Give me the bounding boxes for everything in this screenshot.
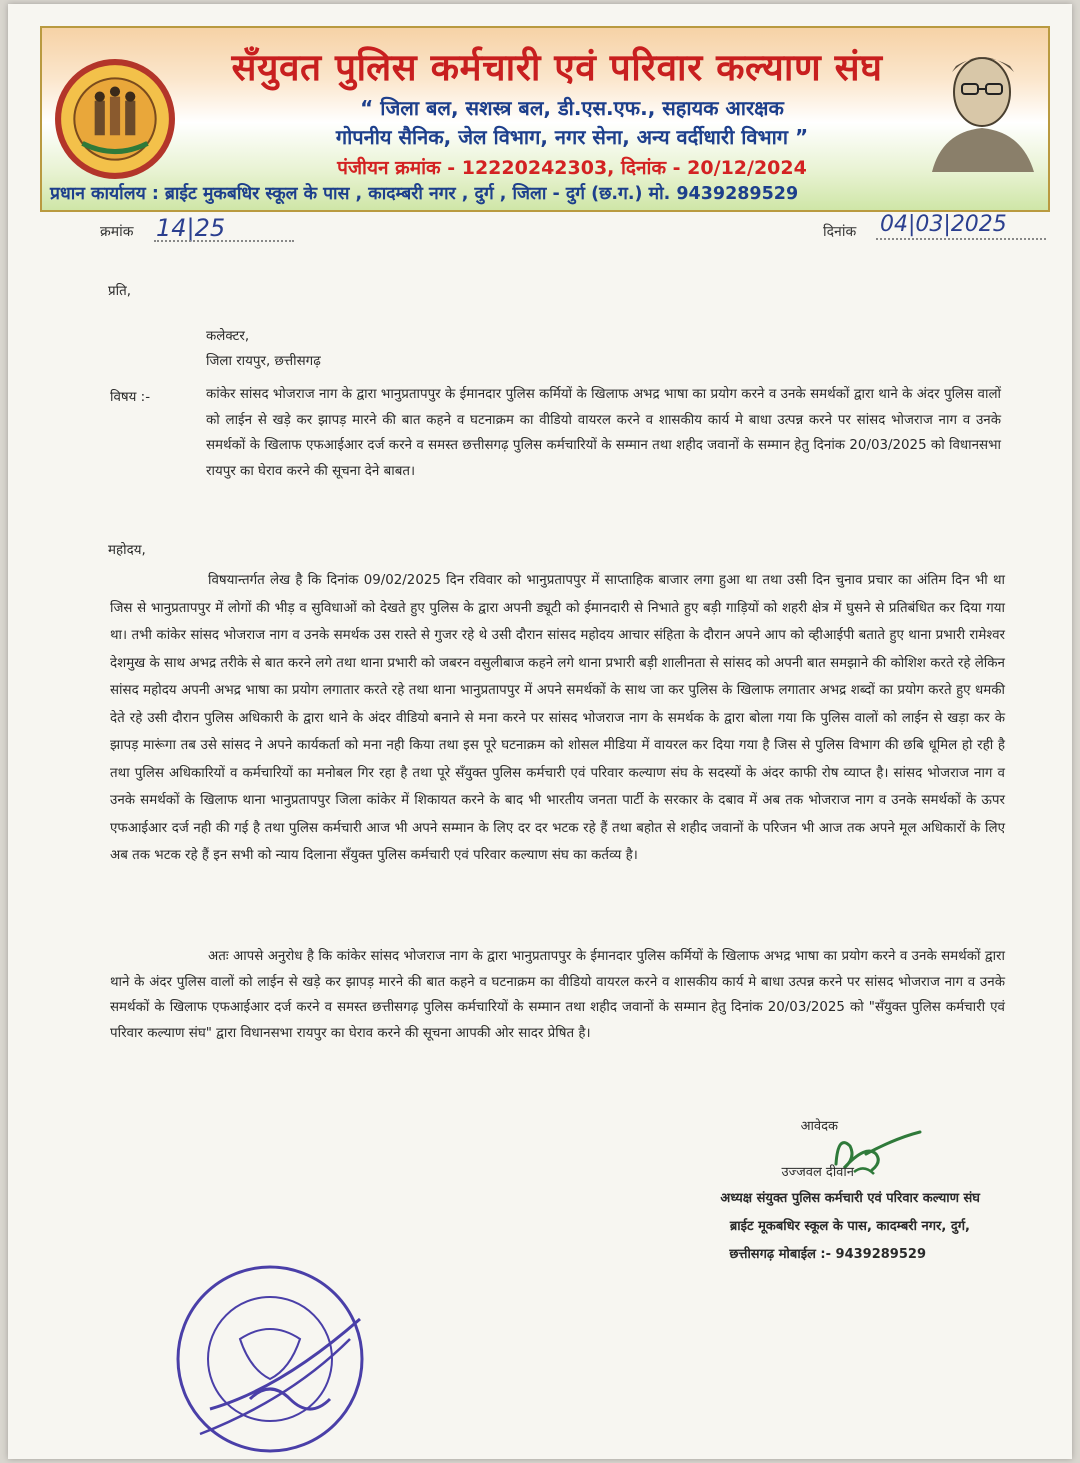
recipient-place: जिला रायपुर, छत्तीसगढ़: [206, 354, 321, 369]
letterhead: [40, 26, 1050, 212]
reference-number: 14|25: [156, 214, 226, 242]
subject-label: विषय :-: [110, 390, 151, 405]
reference-label: क्रमांक: [100, 224, 134, 240]
letterhead-line-2: गोपनीय सैनिक, जेल विभाग, नगर सेना, अन्य वर्दीधारी विभाग ”: [335, 125, 809, 149]
date-dotted-line: [876, 238, 1046, 240]
head-office-address: प्रधान कार्यालय : ब्राईट मुकबधिर स्कूल के पास , कादम्बरी नगर , दुर्ग , जिला - दुर्ग (छ.ग.) मो. 9439289529: [50, 184, 799, 204]
office-seal-stamp: [170, 1259, 370, 1459]
applicant-label: आवेदक: [800, 1119, 838, 1134]
date-label: दिनांक: [823, 224, 857, 240]
reference-dotted-line: [154, 240, 294, 242]
subject-text: कांकेर सांसद भोजराज नाग के द्वारा भानुप्रतापपुर के ईमानदार पुलिस कर्मियों के खिलाफ अभद्र भाषा का प्रयोग करने व उनके समर्थकों द्वारा थाने के अंदर पुलिस वालों को लाईन से खड़े कर झापड़ मारने की बात कहने व घटनाक्रम का वीडियो वायरल करने व शासकीय कार्य मे बाधा उत्पन्न करने पर सांसद भोजराज नाग व उनके समर्थकों के खिलाफ एफआईआर दर्ज करने व समस्त छत्तीसगढ़ पुलिस कर्मचारियों के सम्मान तथा शहीद जवानों के सम्मान हेतु दिनांक 20/03/2025 को विधानसभा रायपुर का घेराव करने की सूचना देने बाबत।: [206, 387, 1002, 479]
letter-page: [8, 4, 1072, 1459]
portrait-icon: [922, 32, 1042, 172]
organization-title: सँयुवत पुलिस कर्मचारी एवं परिवार कल्याण संघ: [231, 46, 883, 89]
date-value: 04|03|2025: [880, 212, 1007, 237]
registration-number: पंजीयन क्रमांक - 12220242303, दिनांक - 20/12/2024: [337, 157, 807, 179]
police-emblem-icon: [54, 58, 176, 180]
recipient-prefix: प्रति,: [108, 284, 131, 299]
body-paragraph-2: अतः आपसे अनुरोध है कि कांकेर सांसद भोजराज नाग के द्वारा भानुप्रतापपुर के ईमानदार पुलिस कर्मियों के खिलाफ अभद्र भाषा का प्रयोग करने व उनके समर्थकों द्वारा थाने के अंदर पुलिस वालों को लाईन से खड़े कर झापड़ मारने की बात कहने व घटनाक्रम का वीडियो वायरल करने व शासकीय कार्य मे बाधा उत्पन्न करने पर सांसद भोजराज नाग व उनके समर्थकों के खिलाफ एफआईआर दर्ज करने व समस्त छत्तीसगढ़ पुलिस कर्मचारियों के सम्मान तथा शहीद जवानों के सम्मान हेतु दिनांक 20/03/2025 को "सँयुक्त पुलिस कर्मचारी एवं परिवार कल्याण संघ" द्वारा विधानसभा रायपुर का घेराव करने की सूचना आपकी ओर सादर प्रेषित है।: [110, 949, 1005, 1041]
applicant-name: उज्जवल दीवान: [781, 1165, 854, 1180]
salutation: महोदय,: [108, 543, 146, 558]
body-paragraph-1: विषयान्तर्गत लेख है कि दिनांक 09/02/2025 दिन रविवार को भानुप्रतापपुर में साप्ताहिक बाजार लगा हुआ था तथा उसी दिन चुनाव प्रचार का अंतिम दिन भी था जिस से भानुप्रतापपुर में लोगों की भीड़ व सुविधाओं को देखते हुए पुलिस के द्वारा अपनी ड्यूटी को ईमानदारी से निभाते हुए बड़ी गाड़ियों को शहरी क्षेत्र में घुसने से प्रतिबंधित कर दिया गया था। तभी कांकेर सांसद भोजराज नाग व उनके समर्थक उस रास्ते से गुजर रहे थे उसी दौरान सांसद महोदय आचार संहिता के दौरान अपने आप को व्हीआईपी बताते हुए थाना प्रभारी रामेश्वर देशमुख के साथ अभद्र तरीके से बात करने लगे तथा थाना प्रभारी को जबरन वसुलीबाज कहने लगे थाना प्रभारी बड़ी शालीनता से सांसद को अपनी बात समझाने की कोशिश करते रहे लेकिन सांसद महोदय अपनी अभद्र भाषा का प्रयोग लगातार करते रहे तथा थाना भानुप्रतापपुर में अपने समर्थकों के साथ जा कर पुलिस के खिलाफ लगातार अभद्र शब्दों का प्रयोग करते हुए धमकी देते रहे उसी दौरान पुलिस अधिकारी के द्वारा थाने के अंदर वीडियो बनाने से मना करने पर सांसद भोजराज नाग के समर्थक के द्वारा बोला गया कि पुलिस वालों को लाईन से खड़ा कर के झापड़ मारूंगा तब उसे सांसद ने अपने कार्यकर्ता को मना नही किया तथा इस पूरे घटनाक्रम को शोसल मीडिया में वायरल कर दिया गया है जिस से पुलिस विभाग की छबि धूमिल हो रही है तथा पुलिस अधिकारियों व कर्मचारियों का मनोबल गिर रहा है तथा पूरे सँयुक्त पुलिस कर्मचारी एवं परिवार कल्याण संघ के सदस्यों के अंदर काफी रोष व्याप्त है। सांसद भोजराज नाग व उनके समर्थकों के खिलाफ थाना भानुप्रतापपुर जिला कांकेर में शिकायत करने के बाद भी भारतीय जनता पार्टी के सरकार के दबाव में अब तक भोजराज नाग व उनके समर्थकों के ऊपर एफआईआर दर्ज नही की गई है तथा पुलिस कर्मचारी आज भी अपने सम्मान के लिए दर दर भटक रहे हैं तथा बहोत से शहीद जवानों के परिजन भी आज तक अपने मूल अधिकारों के लिए अब तक भटक रहे हैं इन सभी को न्याय दिलाना सँयुक्त पुलिस कर्मचारी एवं परिवार कल्याण संघ का कर्तव्य है।: [110, 573, 1005, 863]
applicant-designation: अध्यक्ष संयुक्त पुलिस कर्मचारी एवं परिवार कल्याण संघ: [720, 1191, 980, 1206]
applicant-address: ब्राईट मूकबधिर स्कूल के पास, कादम्बरी नगर, दुर्ग,: [729, 1219, 970, 1234]
letterhead-line-1: “ जिला बल, सशस्त्र बल, डी.एस.एफ., सहायक आरक्षक: [360, 96, 784, 120]
applicant-contact: छत्तीसगढ़ मोबाईल :- 9439289529: [729, 1247, 926, 1262]
recipient-name: कलेक्टर,: [206, 329, 250, 344]
